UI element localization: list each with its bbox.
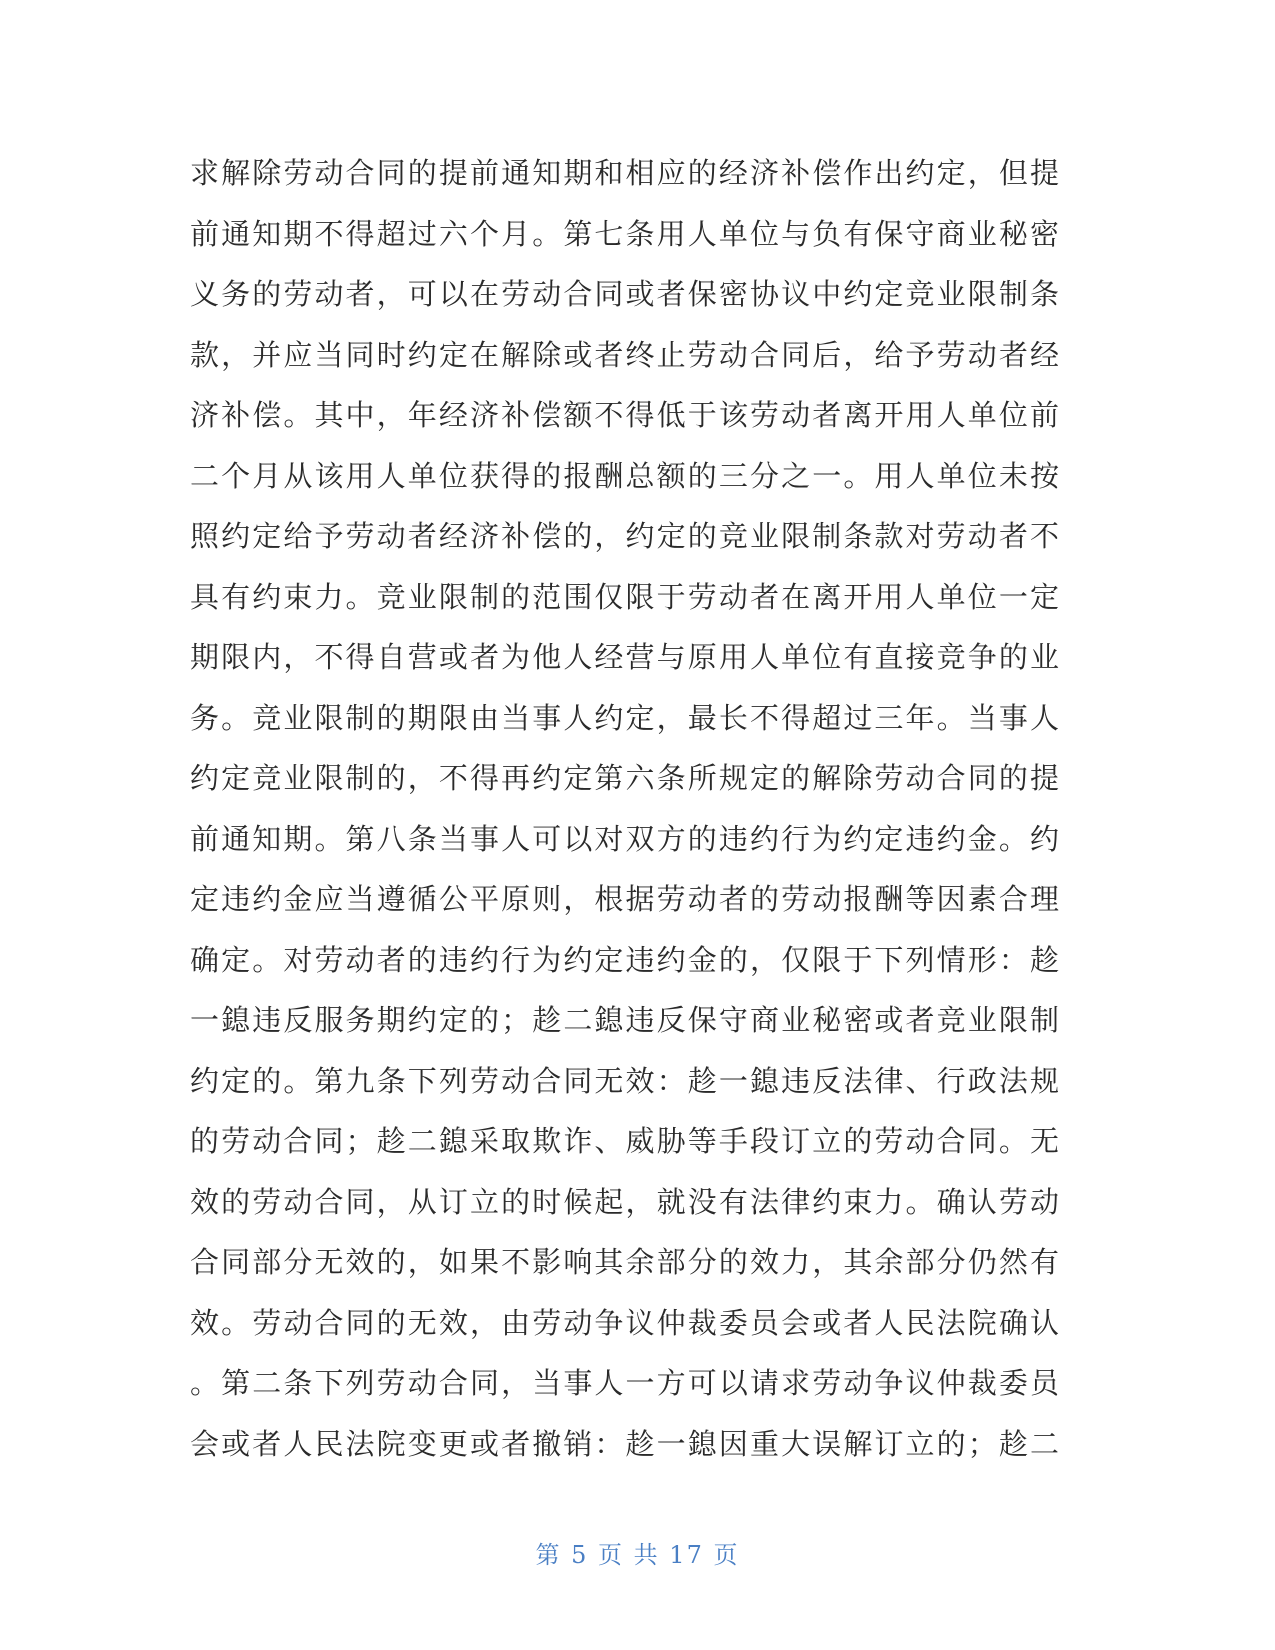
text-line: 前通知期。第八条当事人可以对双方的违约行为约定违约金。约 (190, 821, 1060, 856)
text-line: 务。竞业限制的期限由当事人约定，最长不得超过三年。当事人 (190, 700, 1060, 735)
document-body (190, 143, 1060, 1474)
text-line: 。第二条下列劳动合同，当事人一方可以请求劳动争议仲裁委员 (190, 1366, 1060, 1400)
text-line: 的劳动合同；趁二鎴采取欺诈、威胁等手段订立的劳动合同。无 (190, 1124, 1060, 1158)
text-line: 效的劳动合同，从订立的时候起，就没有法律约束力。确认劳动 (190, 1184, 1060, 1219)
text-line: 照约定给予劳动者经济补偿的，约定的竞业限制条款对劳动者不 (190, 519, 1060, 553)
text-line: 约定竞业限制的，不得再约定第六条所规定的解除劳动合同的提 (190, 761, 1060, 795)
text-line: 约定的。第九条下列劳动合同无效：趁一鎴违反法律、行政法规 (190, 1063, 1060, 1098)
page-number-footer: 第 5 页 共 17 页 (535, 1541, 740, 1569)
text-line: 义务的劳动者，可以在劳动合同或者保密协议中约定竞业限制条 (190, 277, 1060, 311)
text-line: 济补偿。其中，年经济补偿额不得低于该劳动者离开用人单位前 (190, 398, 1060, 432)
text-line: 求解除劳动合同的提前通知期和相应的经济补偿作出约定，但提 (190, 156, 1060, 190)
text-line: 前通知期不得超过六个月。第七条用人单位与负有保守商业秘密 (190, 216, 1060, 251)
text-line: 具有约束力。竞业限制的范围仅限于劳动者在离开用人单位一定 (190, 579, 1060, 614)
text-line: 确定。对劳动者的违约行为约定违约金的，仅限于下列情形：趁 (190, 942, 1060, 977)
text-line: 会或者人民法院变更或者撤销：趁一鎴因重大误解订立的；趁二 (190, 1426, 1060, 1461)
text-line: 款，并应当同时约定在解除或者终止劳动合同后，给予劳动者经 (190, 337, 1060, 372)
text-line: 定违约金应当遵循公平原则，根据劳动者的劳动报酬等因素合理 (190, 882, 1060, 916)
text-line: 期限内，不得自营或者为他人经营与原用人单位有直接竞争的业 (190, 640, 1060, 674)
text-line: 一鎴违反服务期约定的；趁二鎴违反保守商业秘密或者竞业限制 (190, 1003, 1060, 1037)
text-line: 合同部分无效的，如果不影响其余部分的效力，其余部分仍然有 (190, 1245, 1060, 1279)
text-line: 二个月从该用人单位获得的报酬总额的三分之一。用人单位未按 (190, 458, 1060, 493)
text-line: 效。劳动合同的无效，由劳动争议仲裁委员会或者人民法院确认 (190, 1305, 1060, 1340)
